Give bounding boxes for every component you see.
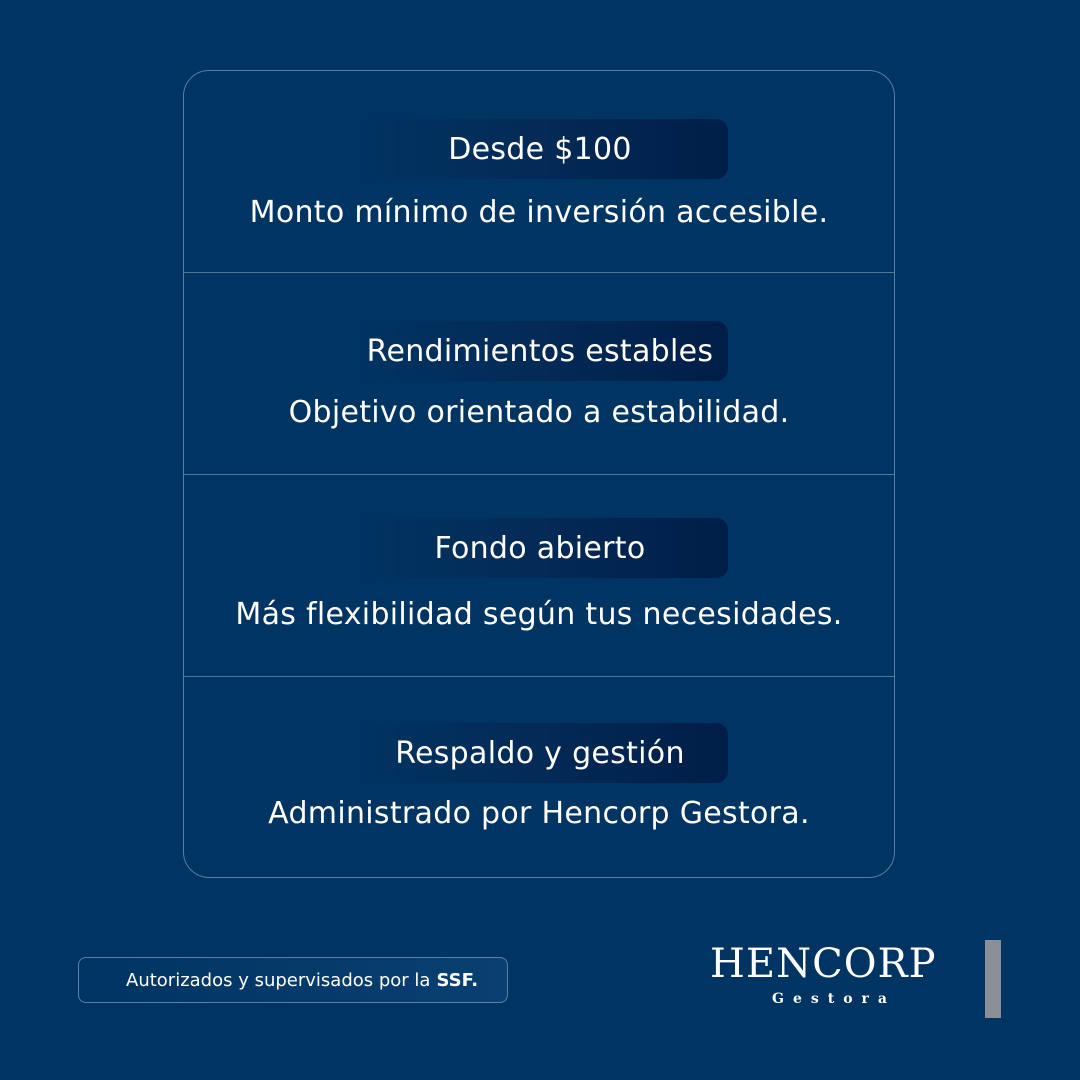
feature-row-management — [184, 676, 894, 879]
logo-accent-bar — [985, 940, 1001, 1018]
feature-row-minimum — [184, 71, 894, 273]
feature-title-badge: Desde $100 — [352, 119, 728, 179]
feature-description: Objetivo orientado a estabilidad. — [288, 395, 790, 430]
logo-wordmark: HENCORP — [710, 941, 937, 987]
feature-title-badge: Rendimientos estables — [352, 321, 728, 381]
logo-subtitle: Gestora — [772, 991, 896, 1007]
feature-title-badge: Respaldo y gestión — [352, 723, 728, 783]
feature-row-returns — [184, 272, 894, 475]
authorization-text: Autorizados y supervisados por la — [126, 969, 431, 991]
authorization-entity: SSF. — [436, 969, 479, 991]
feature-description: Administrado por Hencorp Gestora. — [268, 796, 810, 831]
feature-description: Monto mínimo de inversión accesible. — [249, 195, 829, 230]
hencorp-logo — [710, 942, 1010, 1022]
feature-row-open-fund — [184, 474, 894, 677]
feature-title-badge: Fondo abierto — [352, 518, 728, 578]
feature-description: Más flexibilidad según tus necesidades. — [235, 597, 843, 632]
features-card — [183, 70, 895, 878]
authorization-badge — [78, 957, 508, 1003]
